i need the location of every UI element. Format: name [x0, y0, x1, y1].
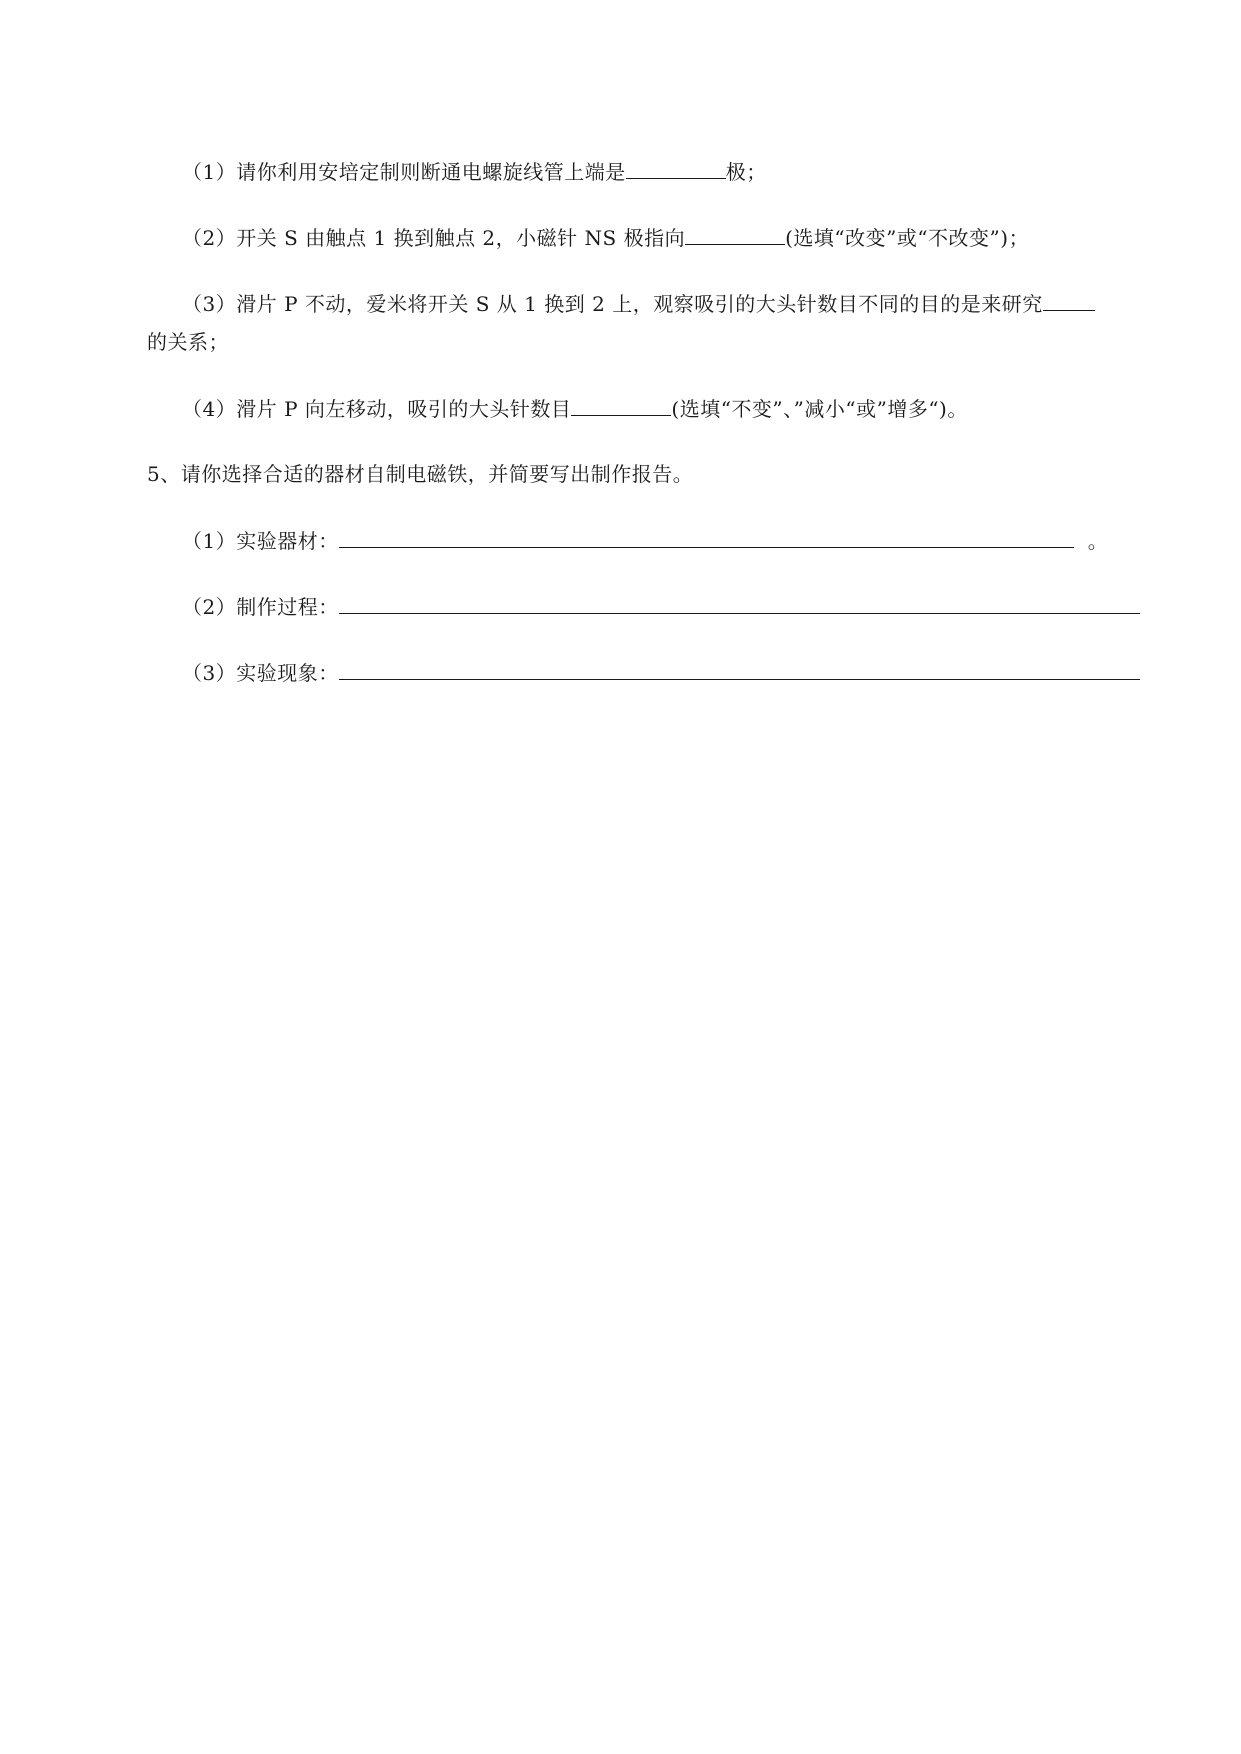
item-label: （1）实验器材： [182, 529, 339, 553]
answer-blank[interactable] [685, 222, 785, 245]
item-text: （3）滑片 P 不动，爱米将开关 S 从 1 换到 2 上，观察吸引的大头针数目不同的目的是来研究 [182, 292, 1043, 316]
item-text: （2）开关 S 由触点 1 换到触点 2，小磁针 NS 极指向 [182, 226, 686, 250]
answer-blank[interactable] [339, 525, 1074, 548]
item-text: （4）滑片 P 向左移动，吸引的大头针数目 [182, 397, 572, 421]
item-text-after: (选填“改变”或“不改变”)； [785, 226, 1030, 250]
answer-blank[interactable] [1043, 288, 1095, 311]
item-text-continuation: 的关系； [147, 330, 229, 354]
question-4-item-1 [182, 156, 767, 187]
answer-blank[interactable] [626, 156, 726, 179]
item-label: （2）制作过程： [182, 595, 339, 619]
question-5-item-3 [182, 657, 1140, 688]
answer-blank[interactable] [571, 393, 671, 416]
question-4-item-3-continuation [147, 327, 229, 357]
question-5-item-1 [182, 525, 1108, 556]
item-label: （3）实验现象： [182, 661, 339, 685]
question-5-title: 5、请你选择合适的器材自制电磁铁，并简要写出制作报告。 [147, 462, 694, 486]
item-text-after: (选填“不变”、”减小“或”增多“)。 [671, 397, 968, 421]
answer-blank[interactable] [339, 657, 1140, 680]
item-text-after: 极； [725, 160, 767, 184]
question-4-item-3 [182, 288, 1095, 319]
question-4-item-2 [182, 222, 1029, 253]
question-4-item-4 [182, 393, 968, 424]
answer-blank[interactable] [339, 591, 1140, 614]
item-text: （1）请你利用安培定制则断通电螺旋线管上端是 [182, 160, 626, 184]
item-text-after: 。 [1087, 529, 1109, 553]
question-5-item-2 [182, 591, 1140, 622]
